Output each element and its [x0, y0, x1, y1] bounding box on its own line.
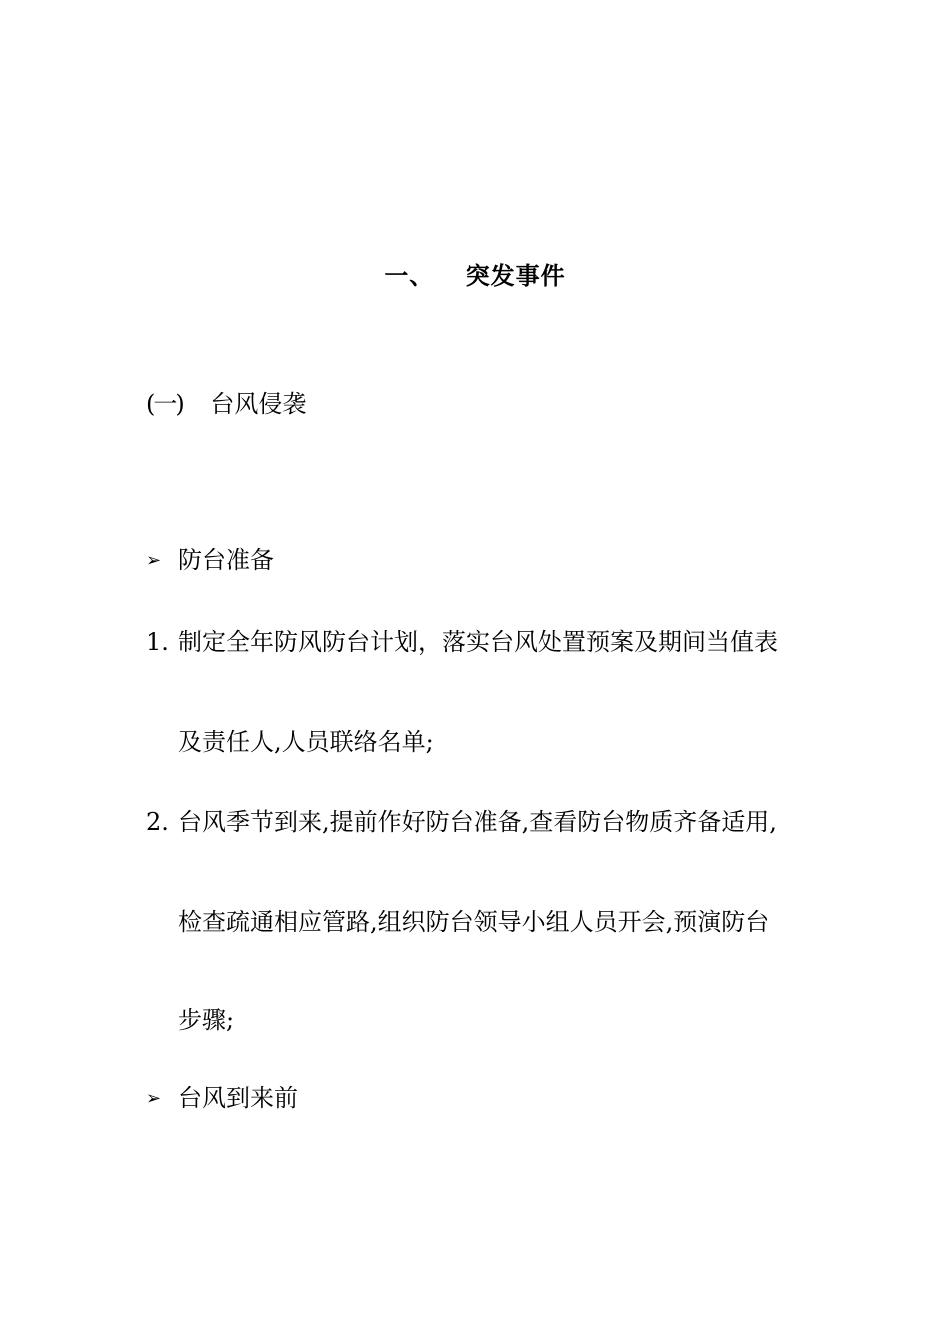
subsection-heading — [146, 384, 306, 419]
list-item-continuation: 及责任人,人员联络名单; — [178, 728, 434, 756]
list-item-1 — [146, 622, 778, 657]
arrow-bullet-icon: ➢ — [146, 1088, 162, 1109]
section-heading-number: 一、 — [384, 261, 435, 290]
section-heading — [0, 256, 950, 291]
list-item-2 — [146, 802, 777, 837]
list-item-number: 1. — [146, 628, 169, 656]
bullet-section-title: 防台准备 — [178, 546, 274, 574]
list-item-number: 2. — [146, 808, 169, 836]
arrow-bullet-icon: ➢ — [146, 550, 162, 571]
subsection-heading-number: (一) — [146, 390, 183, 418]
bullet-section-before-typhoon — [146, 1078, 298, 1113]
subsection-heading-title: 台风侵袭 — [210, 390, 307, 418]
bullet-section-title: 台风到来前 — [178, 1084, 298, 1112]
list-item-continuation: 步骤; — [178, 1006, 235, 1034]
list-item-line: 台风季节到来,提前作好防台准备,查看防台物质齐备适用, — [178, 808, 777, 836]
list-item-continuation: 检查疏通相应管路,组织防台领导小组人员开会,预演防台 — [178, 908, 770, 936]
list-item-line: 制定全年防风防台计划，落实台风处置预案及期间当值表 — [178, 628, 778, 656]
bullet-section-preparation — [146, 540, 274, 575]
section-heading-title: 突发事件 — [465, 261, 566, 290]
